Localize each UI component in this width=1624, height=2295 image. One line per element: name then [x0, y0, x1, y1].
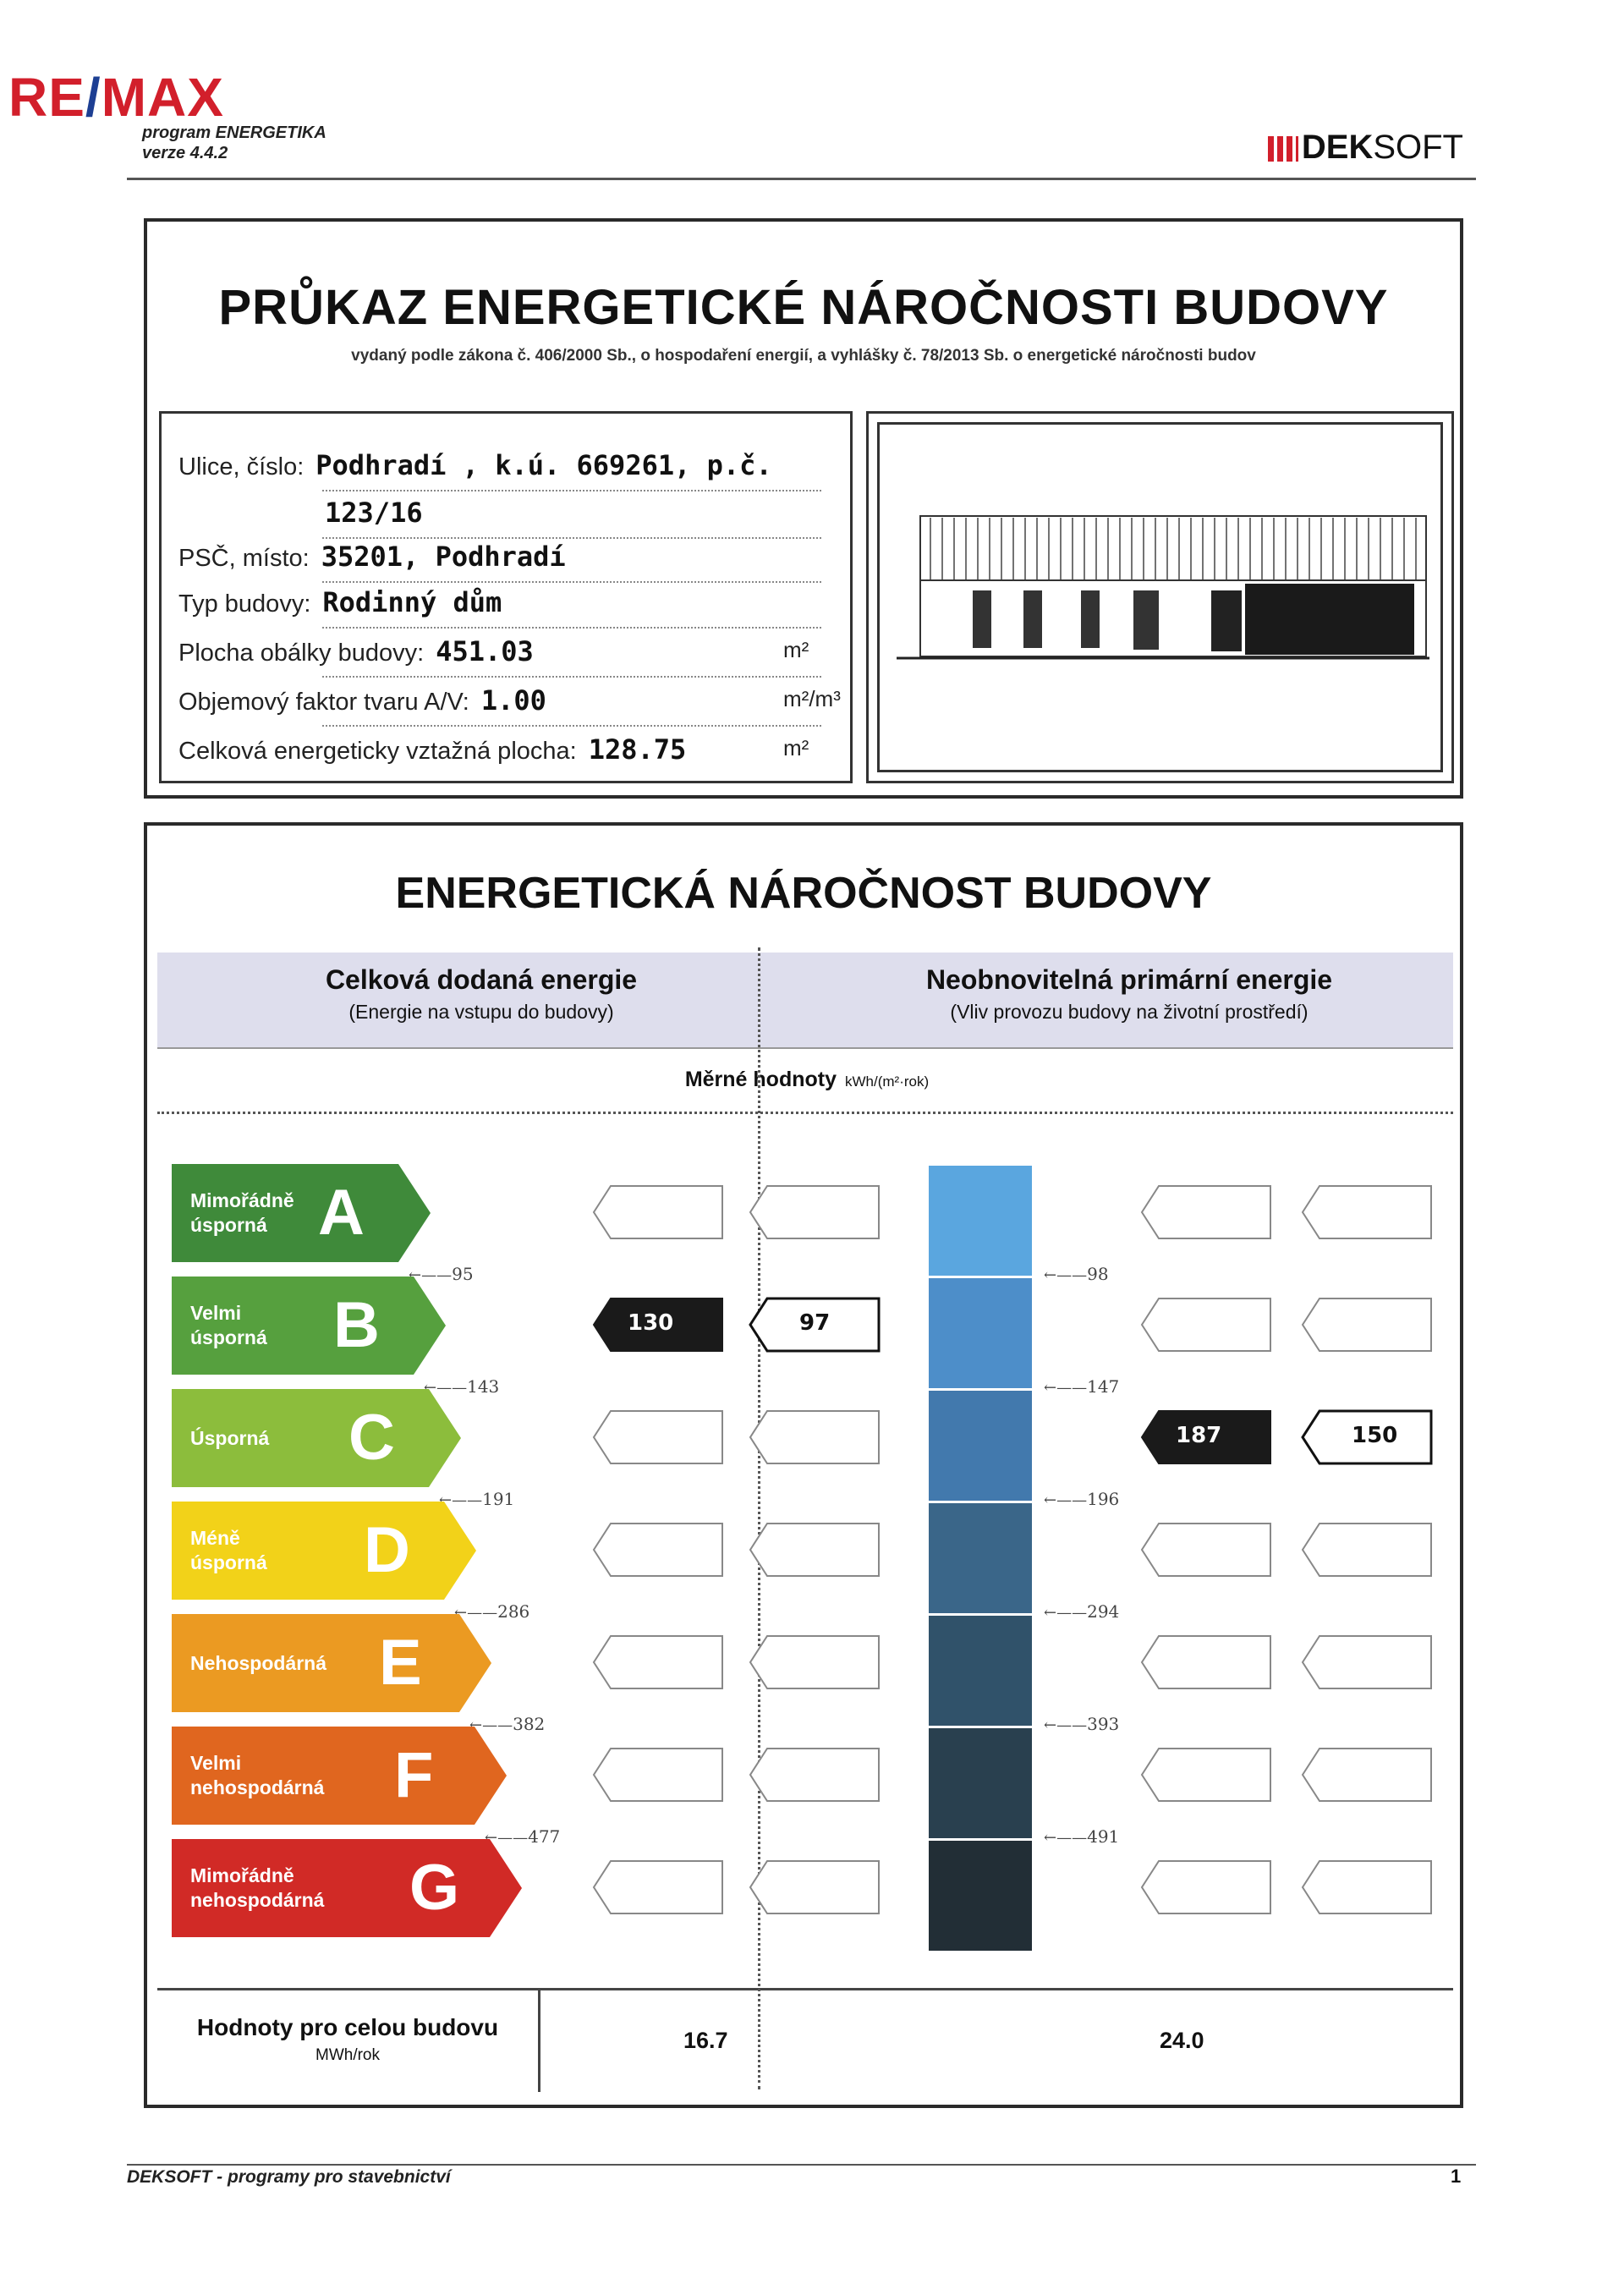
tag-value: 97	[799, 1310, 831, 1336]
primary-threshold: ←—— 294	[1044, 1601, 1119, 1622]
area-row	[178, 635, 855, 667]
class-letter: F	[394, 1739, 434, 1811]
program-info	[142, 123, 326, 163]
specific-values-text: Měrné hodnoty	[684, 1068, 837, 1091]
empty-class-tag	[1140, 1297, 1272, 1357]
deksoft-logo: DEKSOFT	[1268, 129, 1463, 167]
type-label: Typ budovy:	[178, 590, 311, 618]
program-version: verze 4.4.2	[142, 144, 228, 162]
class-letter: B	[333, 1289, 380, 1361]
reference-value-tag	[1301, 1409, 1433, 1469]
area-label: Plocha obálky budovy:	[178, 640, 425, 667]
factor-label: Objemový faktor tvaru A/V:	[178, 689, 469, 716]
empty-class-tag	[1301, 1522, 1433, 1582]
delivered-threshold: ←—— 143	[424, 1376, 499, 1397]
delivered-threshold: ←—— 95	[409, 1264, 474, 1284]
class-name: Velmi nehospodárná	[190, 1752, 325, 1798]
energy-class-a	[172, 1164, 432, 1262]
empty-class-tag	[1140, 1522, 1272, 1582]
class-letter: E	[379, 1627, 422, 1699]
dotted-rule	[322, 676, 821, 678]
street-label: Ulice, číslo:	[178, 453, 304, 480]
primary-threshold: ←—— 491	[1044, 1826, 1119, 1847]
energy-class-f	[172, 1727, 508, 1825]
total-primary-energy: 24.0	[1160, 2028, 1204, 2053]
specific-values-unit: kWh/(m²·rok)	[845, 1073, 930, 1090]
type-value: Rodinný dům	[322, 586, 502, 618]
totals-row	[157, 1988, 1453, 2092]
ref-area-value: 128.75	[588, 733, 687, 766]
certificate-subtitle: vydaný podle zákona č. 406/2000 Sb., o hospodaření energií, a vyhlášky č. 78/2013 Sb. o energetické náročnosti budov	[351, 347, 1256, 365]
class-name: Velmi úsporná	[190, 1302, 267, 1348]
left-column-subtitle: (Energie na vstupu do budovy)	[348, 1001, 614, 1023]
street-row-2	[325, 497, 423, 529]
delivered-threshold: ←—— 191	[439, 1489, 514, 1509]
psc-label: PSČ, místo:	[178, 545, 310, 572]
certificate-box	[144, 218, 1463, 799]
primary-scale-segment	[929, 1277, 1032, 1388]
empty-class-tag	[749, 1184, 881, 1244]
header-rule	[127, 178, 1476, 180]
certificate-title: PRŮKAZ ENERGETICKÉ NÁROČNOSTI BUDOVY	[218, 280, 1389, 335]
dotted-rule	[322, 490, 821, 491]
rating-value-tag	[1140, 1409, 1272, 1469]
empty-class-tag	[1140, 1859, 1272, 1919]
empty-class-tag	[592, 1522, 724, 1582]
dotted-rule	[322, 627, 821, 629]
delivered-threshold: ←—— 286	[454, 1601, 529, 1622]
class-name: Mimořádně úsporná	[190, 1189, 294, 1236]
rating-header	[157, 953, 1453, 1049]
primary-threshold: ←—— 393	[1044, 1714, 1119, 1734]
tag-value: 150	[1352, 1423, 1398, 1448]
primary-scale-segment	[929, 1614, 1032, 1726]
empty-class-tag	[1140, 1184, 1272, 1244]
delivered-threshold: ←—— 382	[469, 1714, 545, 1734]
empty-class-tag	[749, 1634, 881, 1694]
empty-class-tag	[749, 1747, 881, 1807]
primary-scale-segment	[929, 1389, 1032, 1501]
area-unit: m²	[783, 637, 809, 662]
right-column-header	[805, 964, 1453, 1024]
class-name: Méně úsporná	[190, 1527, 267, 1573]
rating-value-tag	[592, 1297, 724, 1357]
right-column-title: Neobnovitelná primární energie	[925, 964, 1333, 995]
rating-title: ENERGETICKÁ NÁROČNOST BUDOVY	[395, 869, 1212, 918]
ref-area-label: Celková energeticky vztažná plocha:	[178, 738, 577, 765]
empty-class-tag	[1140, 1747, 1272, 1807]
totals-title: Hodnoty pro celou budovu	[196, 2014, 499, 2040]
street-value: Podhradí , k.ú. 669261, p.č.	[315, 449, 772, 481]
class-name: Nehospodárná	[190, 1651, 327, 1674]
empty-class-tag	[592, 1747, 724, 1807]
dotted-rule	[322, 581, 821, 583]
primary-scale-segment	[929, 1839, 1032, 1951]
dotted-rule	[322, 537, 821, 539]
empty-class-tag	[749, 1409, 881, 1469]
dotted-rule	[322, 725, 821, 727]
footer-rule	[127, 2164, 1476, 2166]
empty-class-tag	[749, 1522, 881, 1582]
empty-class-tag	[592, 1634, 724, 1694]
class-letter: A	[318, 1177, 365, 1249]
empty-class-tag	[1301, 1747, 1433, 1807]
ref-area-row	[178, 733, 855, 766]
factor-value: 1.00	[480, 684, 546, 717]
factor-row	[178, 684, 855, 717]
totals-unit: MWh/rok	[315, 2046, 380, 2064]
psc-value: 35201, Podhradí	[321, 541, 566, 573]
energy-class-e	[172, 1614, 493, 1712]
specific-values-label	[147, 1068, 1467, 1092]
empty-class-tag	[592, 1409, 724, 1469]
building-drawing-frame	[866, 411, 1454, 783]
left-column-title: Celková dodaná energie	[325, 964, 638, 995]
remax-logo: RE/MAX	[8, 67, 224, 128]
building-drawing	[877, 422, 1443, 772]
empty-class-tag	[1301, 1634, 1433, 1694]
delivered-threshold: ←—— 477	[485, 1826, 560, 1847]
area-value: 451.03	[436, 635, 534, 667]
primary-scale-segment	[929, 1164, 1032, 1276]
primary-scale-segment	[929, 1502, 1032, 1613]
street-value-2: 123/16	[325, 497, 423, 529]
energy-class-g	[172, 1839, 524, 1937]
building-elevation-icon	[880, 425, 1446, 775]
class-letter: D	[364, 1514, 410, 1586]
type-row	[178, 586, 502, 618]
dashed-divider	[157, 1112, 1453, 1114]
footer-text: DEKSOFT - programy pro stavebnictví	[127, 2167, 451, 2187]
class-name: Mimořádně nehospodárná	[190, 1864, 325, 1911]
psc-row	[178, 541, 566, 573]
building-info	[159, 411, 853, 783]
factor-unit: m²/m³	[783, 686, 841, 711]
reference-value-tag	[749, 1297, 881, 1357]
class-letter: C	[348, 1402, 395, 1474]
empty-class-tag	[592, 1859, 724, 1919]
empty-class-tag	[749, 1859, 881, 1919]
empty-class-tag	[592, 1184, 724, 1244]
ref-area-unit: m²	[783, 735, 809, 760]
primary-scale-segment	[929, 1727, 1032, 1838]
primary-threshold: ←—— 196	[1044, 1489, 1119, 1509]
empty-class-tag	[1301, 1184, 1433, 1244]
class-letter: G	[409, 1852, 460, 1924]
empty-class-tag	[1140, 1634, 1272, 1694]
tag-value: 187	[1176, 1423, 1222, 1448]
energy-class-b	[172, 1277, 447, 1375]
total-delivered-energy: 16.7	[683, 2028, 728, 2053]
right-column-subtitle: (Vliv provozu budovy na životní prostředí)	[950, 1001, 1309, 1023]
left-column-header	[157, 964, 805, 1024]
primary-threshold: ←—— 147	[1044, 1376, 1119, 1397]
totals-label	[157, 1990, 540, 2092]
primary-threshold: ←—— 98	[1044, 1264, 1109, 1284]
program-name: program ENERGETIKA	[142, 124, 326, 142]
class-name: Úsporná	[190, 1426, 270, 1449]
empty-class-tag	[1301, 1859, 1433, 1919]
tag-value: 130	[628, 1310, 674, 1336]
empty-class-tag	[1301, 1297, 1433, 1357]
street-row	[178, 449, 772, 481]
deksoft-bars-icon	[1268, 136, 1298, 162]
energy-class-d	[172, 1502, 478, 1600]
page-number: 1	[1451, 2166, 1462, 2187]
energy-class-c	[172, 1389, 463, 1487]
